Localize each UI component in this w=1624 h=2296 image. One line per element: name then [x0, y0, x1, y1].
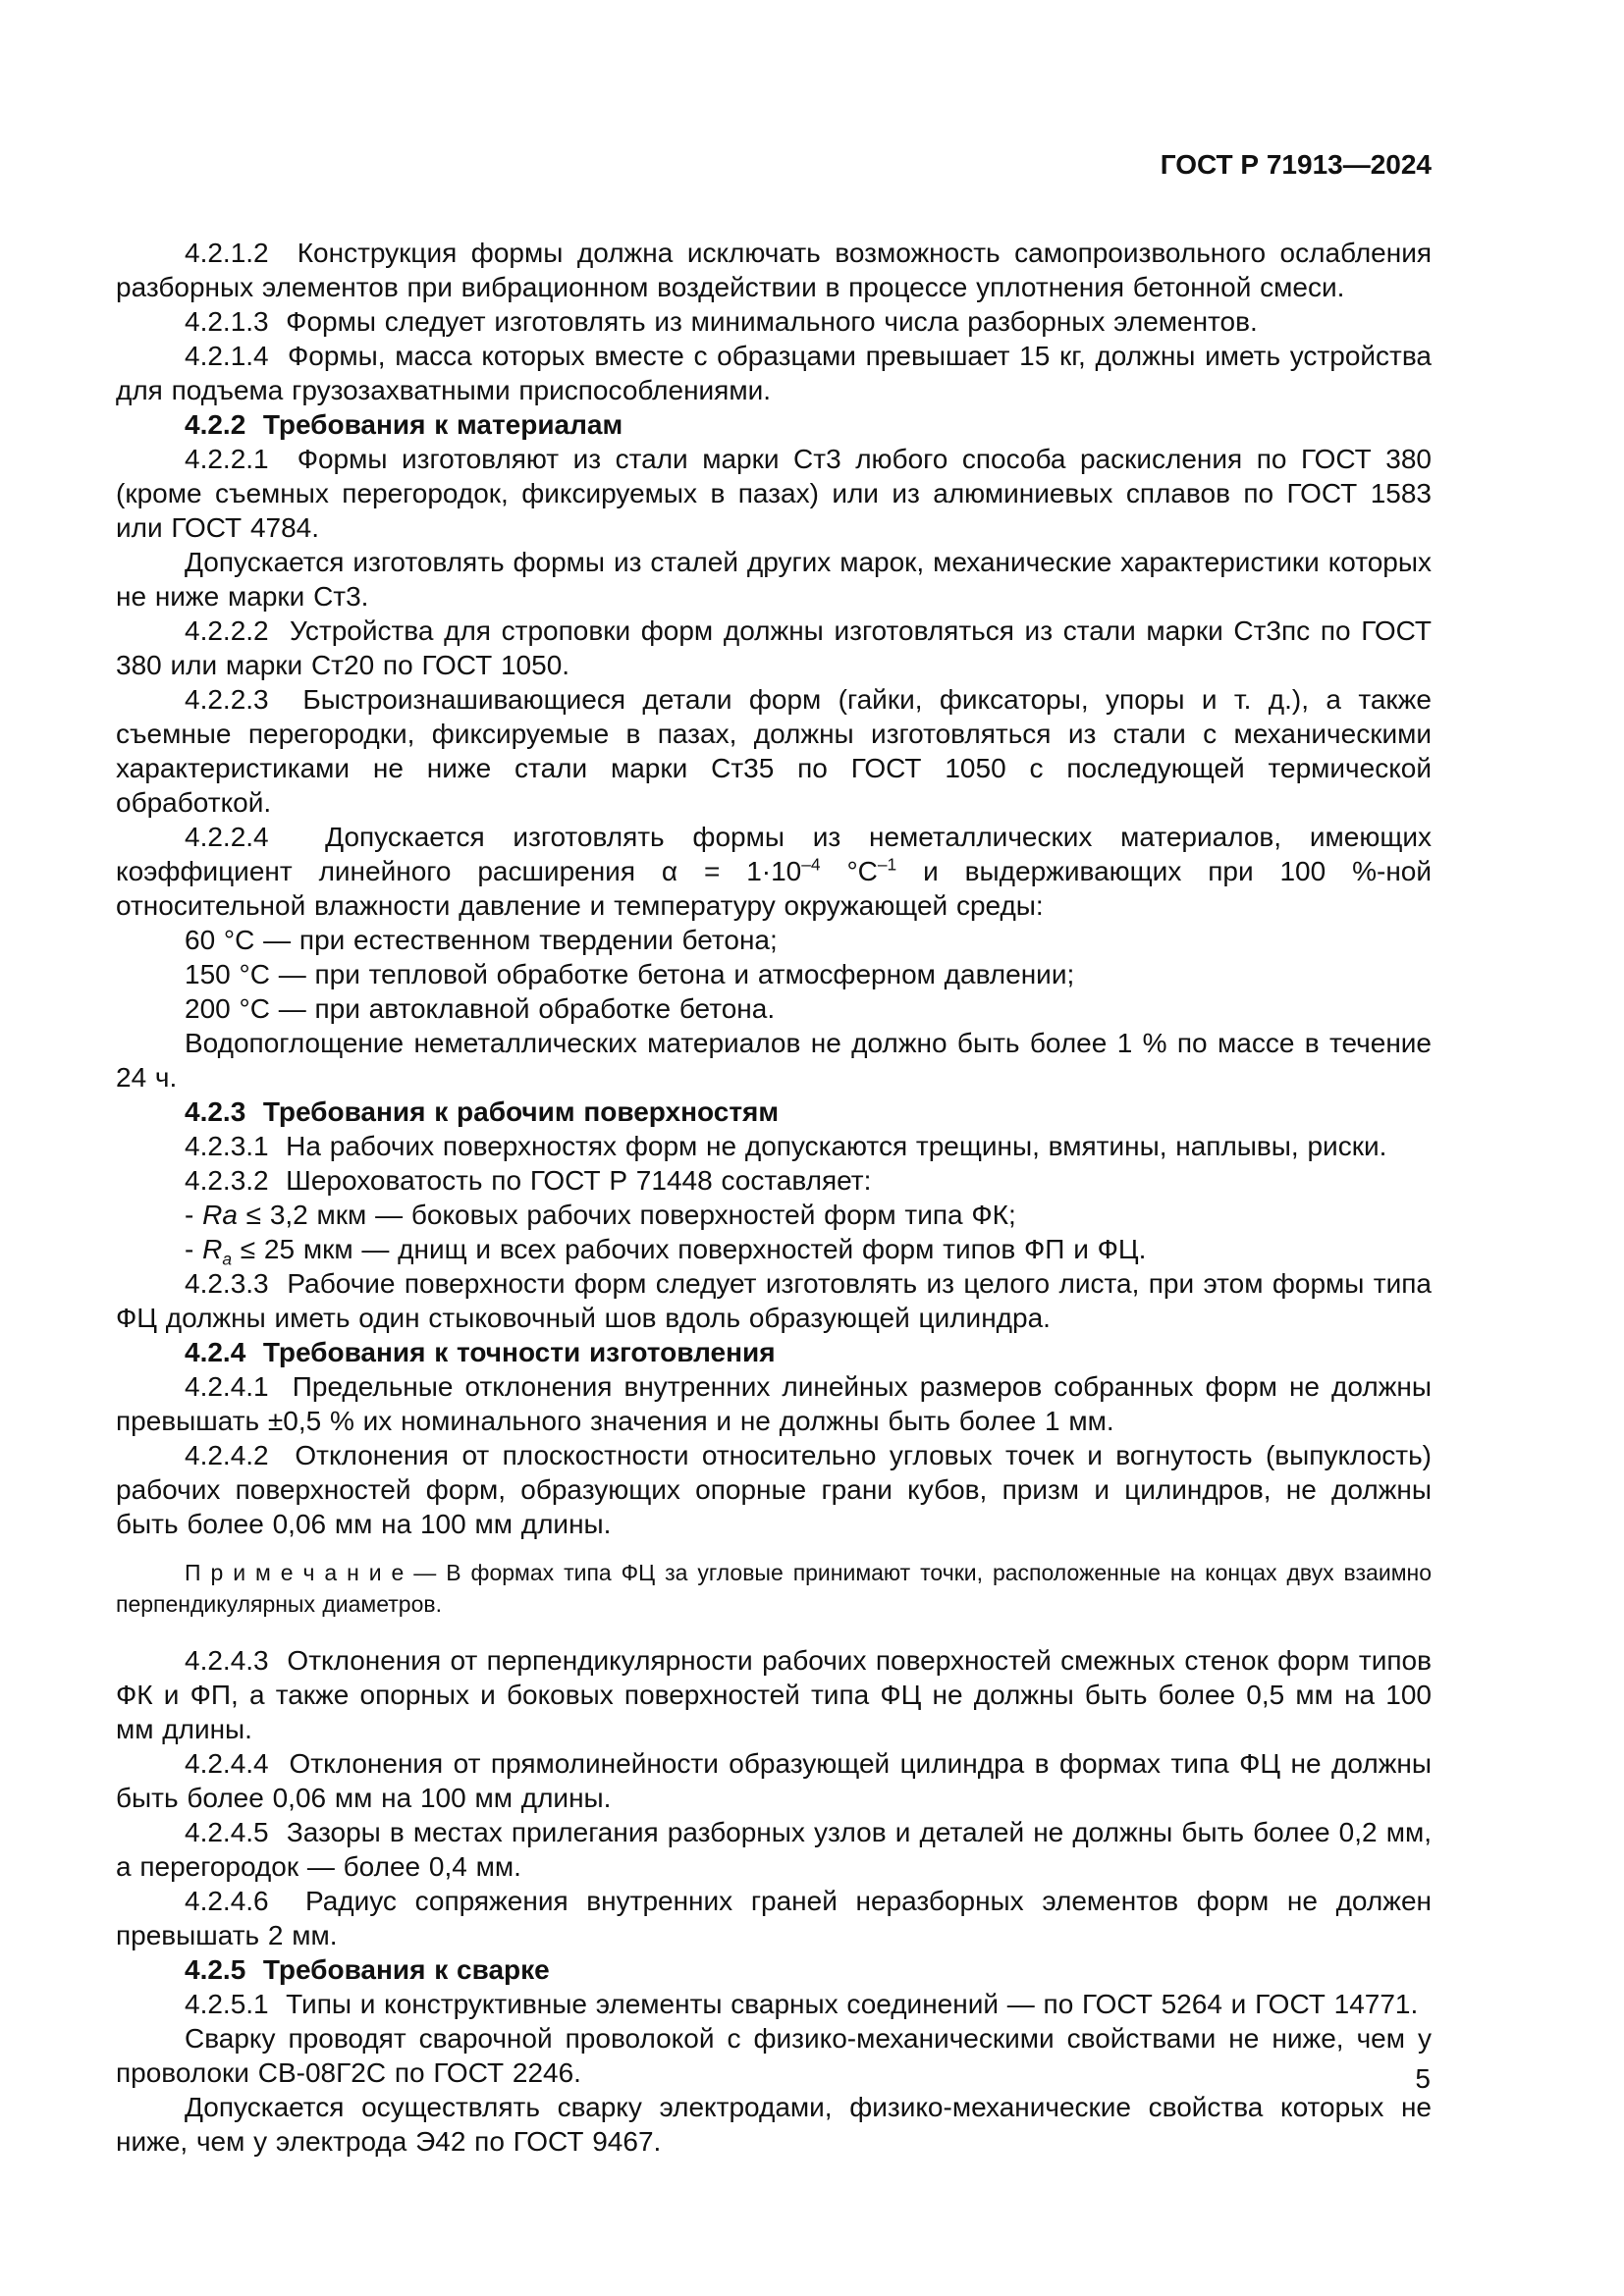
- clause-4.2.1.3: 4.2.1.3 Формы следует изготовлять из минимального числа разборных элементов.: [185, 306, 1258, 337]
- clause-4.2.3.1: 4.2.3.1 На рабочих поверхностях форм не допускаются трещины, вмятины, наплывы, риски.: [185, 1131, 1387, 1161]
- clause-4.2.5.1: 4.2.5.1 Типы и конструктивные элементы сварных соединений — по ГОСТ 5264 и ГОСТ 14771.: [185, 1989, 1419, 2019]
- document-body: [116, 149, 1432, 2159]
- clause-4.2.4.2: 4.2.4.2 Отклонения от плоскостности относительно угловых точек и вогнутость (выпуклость) рабочих поверхностей форм, образующих опорные грани кубов, призм и цилиндров, не должны быть более 0,06 мм на 100 мм длины.: [116, 1440, 1432, 1539]
- list-item-150C: 150 °С — при тепловой обработке бетона и атмосферном давлении;: [185, 959, 1075, 989]
- clause-4.2.4.3: 4.2.4.3 Отклонения от перпендикулярности рабочих поверхностей смежных стенок форм типов ФК и ФП, а также опорных и боковых поверхностей типа ФЦ не должны быть более 0,5 мм на 100 мм длины.: [116, 1645, 1432, 1744]
- clause-4.2.4.5: 4.2.4.5 Зазоры в местах прилегания разборных узлов и деталей не должны быть более 0,2 мм, а перегородок — более 0,4 мм.: [116, 1817, 1432, 1882]
- clause-4.2.2.4-cont: Водопоглощение неметаллических материалов не должно быть более 1 % по массе в течение 24 ч.: [116, 1028, 1432, 1093]
- clause-4.2.2.2: 4.2.2.2 Устройства для строповки форм должны изготовляться из стали марки Ст3пс по ГОСТ 380 или марки Ст20 по ГОСТ 1050.: [116, 615, 1432, 680]
- clause-4.2.2.3: 4.2.2.3 Быстроизнашивающиеся детали форм (гайки, фиксаторы, упоры и т. д.), а также съемные перегородки, фиксируемые в пазах, должны изготовляться из стали с механическими характеристиками не ниже стали марки Ст35 по ГОСТ 1050 с последующей термической обработкой.: [116, 684, 1432, 818]
- clause-4.2.1.2: 4.2.1.2 Конструкция формы должна исключать возможность самопроизвольного ослабления разборных элементов при вибрационном воздействии в процессе уплотнения бетонной смеси.: [116, 238, 1432, 302]
- clause-4.2.5.1-cont-2: Допускается осуществлять сварку электродами, физико-механические свойства которых не ниже, чем у электрода Э42 по ГОСТ 9467.: [116, 2092, 1432, 2157]
- clause-4.2.2.1: 4.2.2.1 Формы изготовляют из стали марки Ст3 любого способа раскисления по ГОСТ 380 (кроме съемных перегородок, фиксируемых в пазах) или из алюминиевых сплавов по ГОСТ 1583 или ГОСТ 4784.: [116, 444, 1432, 543]
- clause-4.2.1.4: 4.2.1.4 Формы, масса которых вместе с образцами превышает 15 кг, должны иметь устройства для подъема грузозахватными приспособлениями.: [116, 341, 1432, 405]
- clause-4.2.3.2: 4.2.3.2 Шероховатость по ГОСТ Р 71448 составляет:: [185, 1165, 872, 1196]
- heading-4.2.5: 4.2.5 Требования к сварке: [185, 1954, 550, 1985]
- clause-4.2.4.1: 4.2.4.1 Предельные отклонения внутренних линейных размеров собранных форм не должны превышать ±0,5 % их номинального значения и не должны быть более 1 мм.: [116, 1371, 1432, 1436]
- document-title: ГОСТ Р 71913—2024: [1160, 149, 1432, 180]
- clause-4.2.4.4: 4.2.4.4 Отклонения от прямолинейности образующей цилиндра в формах типа ФЦ не должны быть более 0,06 мм на 100 мм длины.: [116, 1748, 1432, 1813]
- page-number: 5: [1415, 2063, 1431, 2094]
- list-item-200C: 200 °С — при автоклавной обработке бетона.: [185, 993, 776, 1024]
- heading-4.2.3: 4.2.3 Требования к рабочим поверхностям: [185, 1096, 780, 1127]
- heading-4.2.4: 4.2.4 Требования к точности изготовления: [185, 1337, 776, 1367]
- clause-4.2.5.1-cont-1: Сварку проводят сварочной проволокой с физико-механическими свойствами не ниже, чем у проволоки СВ-08Г2С по ГОСТ 2246.: [116, 2023, 1432, 2088]
- clause-4.2.4.6: 4.2.4.6 Радиус сопряжения внутренних граней неразборных элементов форм не должен превышать 2 мм.: [116, 1886, 1432, 1950]
- clause-4.2.2.4: 4.2.2.4 Допускается изготовлять формы из неметаллических материалов, имеющих коэффициент линейного расширения $\alpha = 1\cdot 10^{-4}$ $^\circ С^{-1}$ и выдерживающих при 100 %-ной относительной влажности давление и температуру окружающей среды:: [116, 822, 1432, 921]
- list-item-Ra-25: - $R_a \le 25$ мкм — днищ и всех рабочих поверхностей форм типов ФП и ФЦ.: [185, 1234, 1147, 1269]
- clause-4.2.2.1-cont: Допускается изготовлять формы из сталей других марок, механические характеристики которых не ниже марки Ст3.: [116, 547, 1432, 612]
- list-item-60C: 60 °С — при естественном твердении бетона;: [185, 925, 778, 955]
- note-4.2.4.2: П р и м е ч а н и е — В формах типа ФЦ за угловые принимают точки, расположенные на концах двух взаимно перпендикулярных диаметров.: [116, 1560, 1432, 1617]
- clause-4.2.3.3: 4.2.3.3 Рабочие поверхности форм следует изготовлять из целого листа, при этом формы типа ФЦ должны иметь один стыковочный шов вдоль образующей цилиндра.: [116, 1268, 1432, 1333]
- heading-4.2.2: 4.2.2 Требования к материалам: [185, 409, 623, 440]
- list-item-Ra-3-2: - Ra ≤ 3,2 мкм — боковых рабочих поверхностей форм типа ФК;: [185, 1200, 1016, 1230]
